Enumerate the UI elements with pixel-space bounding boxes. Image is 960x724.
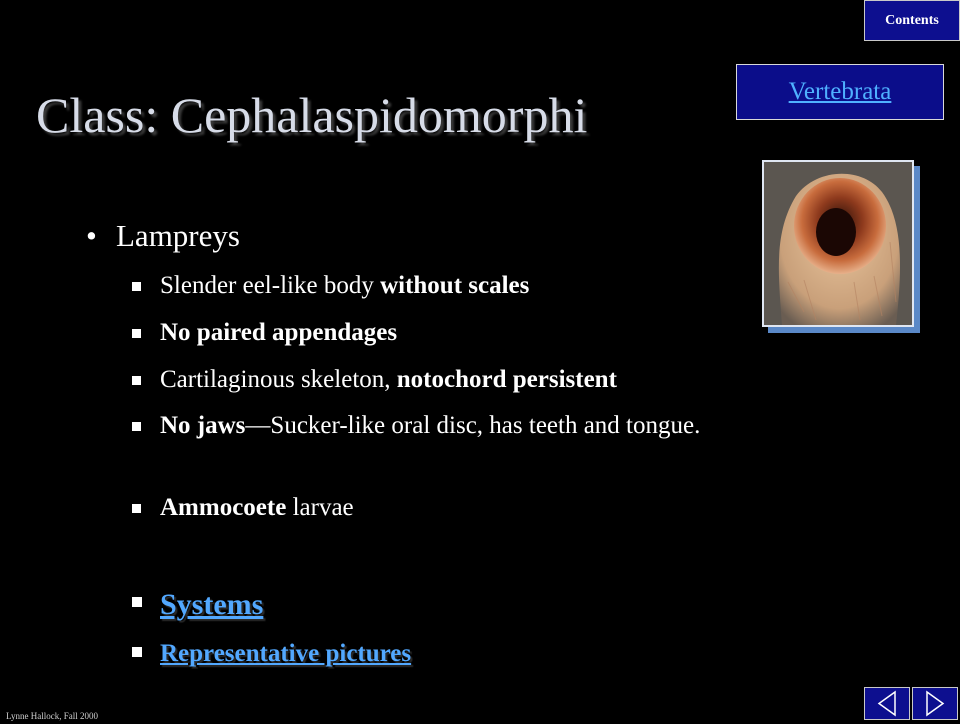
sub-bullet-5 (132, 491, 757, 525)
footer-credit: Lynne Hallock, Fall 2000 (6, 711, 98, 721)
main-bullet-label: Lampreys (116, 218, 240, 253)
representative-pictures-link[interactable] (132, 640, 411, 668)
sub-bullet-text: —Sucker-like oral disc, has teeth and tongue. (245, 412, 701, 439)
arrow-left-icon (865, 688, 909, 719)
square-bullet-icon (132, 282, 141, 291)
sub-bullet-bold: No jaws (160, 412, 246, 439)
square-bullet-icon (132, 422, 141, 431)
lamprey-oral-disc-image (764, 162, 912, 325)
sub-bullet-1 (132, 269, 757, 303)
previous-slide-button[interactable] (864, 687, 910, 720)
sub-bullet-bold: No paired appendages (160, 319, 398, 346)
lamprey-photo (762, 160, 914, 327)
vertebrata-button[interactable] (736, 64, 944, 120)
square-bullet-icon (132, 376, 141, 385)
slide-title: Class: Cephalaspidomorphi (36, 87, 588, 143)
sub-bullet-bold: notochord persistent (396, 366, 617, 393)
main-bullet (86, 218, 240, 254)
systems-link-label[interactable]: Systems (160, 588, 264, 621)
sub-bullet-text: Cartilaginous skeleton, (160, 366, 397, 393)
sub-bullet-3 (132, 363, 757, 397)
square-bullet-icon (132, 329, 141, 338)
square-bullet-icon (132, 597, 142, 607)
sub-bullet-text: larvae (286, 494, 354, 521)
sub-bullet-bold: without scales (380, 272, 530, 299)
bullet-dot-icon: • (86, 218, 97, 253)
vertebrata-link[interactable]: Vertebrata (788, 78, 892, 105)
representative-pictures-label[interactable]: Representative pictures (160, 640, 412, 667)
contents-button[interactable]: Contents (864, 0, 960, 41)
sub-bullet-text: Slender eel-like body (160, 272, 381, 299)
sub-bullet-2 (132, 316, 757, 350)
systems-link[interactable] (132, 588, 263, 622)
square-bullet-icon (132, 504, 141, 513)
arrow-right-icon (913, 688, 957, 719)
sub-bullet-4 (132, 409, 757, 443)
square-bullet-icon (132, 647, 142, 657)
sub-bullet-bold: Ammocoete (160, 494, 287, 521)
next-slide-button[interactable] (912, 687, 958, 720)
